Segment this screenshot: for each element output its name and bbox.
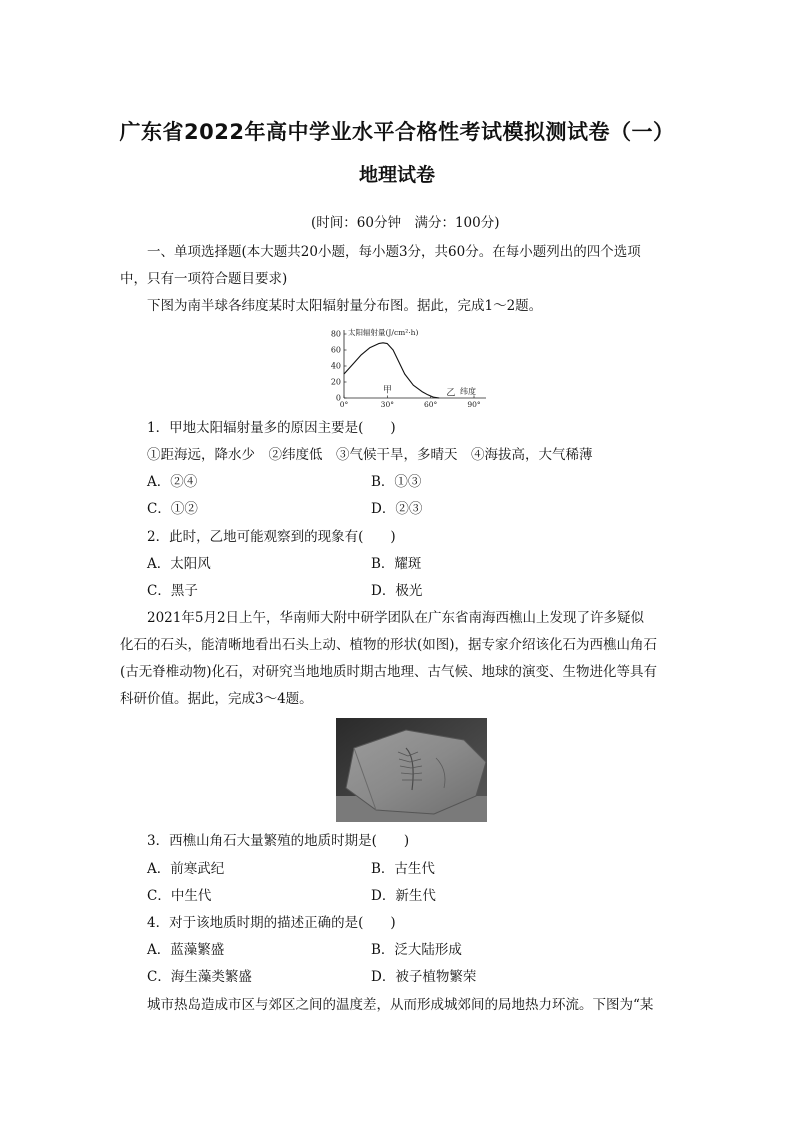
chart-ticks (331, 330, 481, 410)
q2-option-b[interactable]: B．耀斑 (371, 556, 422, 572)
y-tick-label: 80 (330, 329, 341, 339)
q1-option-b[interactable]: B．①③ (371, 474, 422, 490)
q4-option-b[interactable]: B．泛大陆形成 (371, 942, 462, 958)
q1-statements: ①距海远，降水少 ②纬度低 ③气候干旱，多晴天 ④海拔高，大气稀薄 (147, 447, 593, 463)
exam-title: 广东省2022年高中学业水平合格性考试模拟测试卷（一） (119, 120, 675, 144)
x-tick-label: 0° (339, 400, 349, 409)
q1-stem: 1．甲地太阳辐射量多的原因主要是( ) (147, 420, 396, 436)
q2-option-a[interactable]: A．太阳风 (147, 556, 211, 572)
chart-labels (348, 327, 476, 399)
x-axis-label: 纬度 (460, 387, 476, 396)
q3-option-d[interactable]: D．新生代 (371, 888, 436, 904)
fossil-image (336, 718, 487, 822)
y-tick-label: 20 (330, 377, 341, 387)
q4-option-c[interactable]: C．海生藻类繁盛 (147, 969, 252, 985)
q4-option-a[interactable]: A．蓝藻繁盛 (147, 942, 225, 958)
q4-stem: 4．对于该地质时期的描述正确的是( ) (147, 915, 396, 931)
q1-option-c[interactable]: C．①② (147, 501, 198, 517)
passage-line1: 2021年5月2日上午，华南师大附中研学团队在广东省南海西樵山上发现了许多疑似 (147, 610, 645, 626)
fossil-photo (336, 718, 487, 822)
q2-stem: 2．此时，乙地可能观察到的现象有( ) (147, 529, 396, 545)
q3-option-a[interactable]: A．前寒武纪 (147, 861, 225, 877)
q4-option-d[interactable]: D．被子植物繁荣 (371, 969, 477, 985)
q2-option-c[interactable]: C．黑子 (147, 583, 198, 599)
passage-line3: (古无脊椎动物)化石，对研究当地地质时期古地理、古气候、地球的演变、生物进化等具有 (120, 664, 658, 680)
solar-radiation-chart (320, 325, 500, 413)
y-axis-label: 太阳辐射量(J/cm²·h) (348, 328, 419, 337)
q3-option-c[interactable]: C．中生代 (147, 888, 212, 904)
q1-option-a[interactable]: A．②④ (147, 474, 198, 490)
y-tick-label: 60 (330, 345, 341, 355)
section-header-line1: 一、单项选择题(本大题共20小题，每小题3分，共60分。在每小题列出的四个选项 (147, 244, 641, 260)
section-header-line2: 中，只有一项符合题目要求) (120, 271, 288, 287)
q1-option-d[interactable]: D．②③ (371, 501, 423, 517)
exam-subtitle: 地理试卷 (358, 164, 435, 186)
chart-svg (320, 325, 500, 413)
passage-line4: 科研价值。据此，完成3～4题。 (120, 691, 313, 707)
x-tick-label: 30° (380, 400, 394, 409)
exam-info: (时间：60分钟 满分：100分) (311, 215, 500, 231)
annotation-label: 乙 (446, 388, 456, 399)
y-tick-label: 40 (330, 361, 341, 371)
q2-option-d[interactable]: D．极光 (371, 583, 423, 599)
passage-q5: 城市热岛造成市区与郊区之间的温度差，从而形成城郊间的局地热力环流。下图为“某 (147, 997, 654, 1013)
q3-stem: 3．西樵山角石大量繁殖的地质时期是( ) (147, 833, 410, 849)
annotation-label: 甲 (382, 385, 392, 396)
x-tick-label: 90° (467, 400, 481, 409)
q3-option-b[interactable]: B．古生代 (371, 861, 435, 877)
passage-line2: 化石的石头，能清晰地看出石头上动、植物的形状(如图)，据专家介绍该化石为西樵山角石 (120, 637, 658, 653)
y-tick-label: 0 (335, 393, 341, 403)
x-tick-label: 60° (424, 400, 438, 409)
intro-q1-2: 下图为南半球各纬度某时太阳辐射量分布图。据此，完成1～2题。 (147, 298, 543, 314)
